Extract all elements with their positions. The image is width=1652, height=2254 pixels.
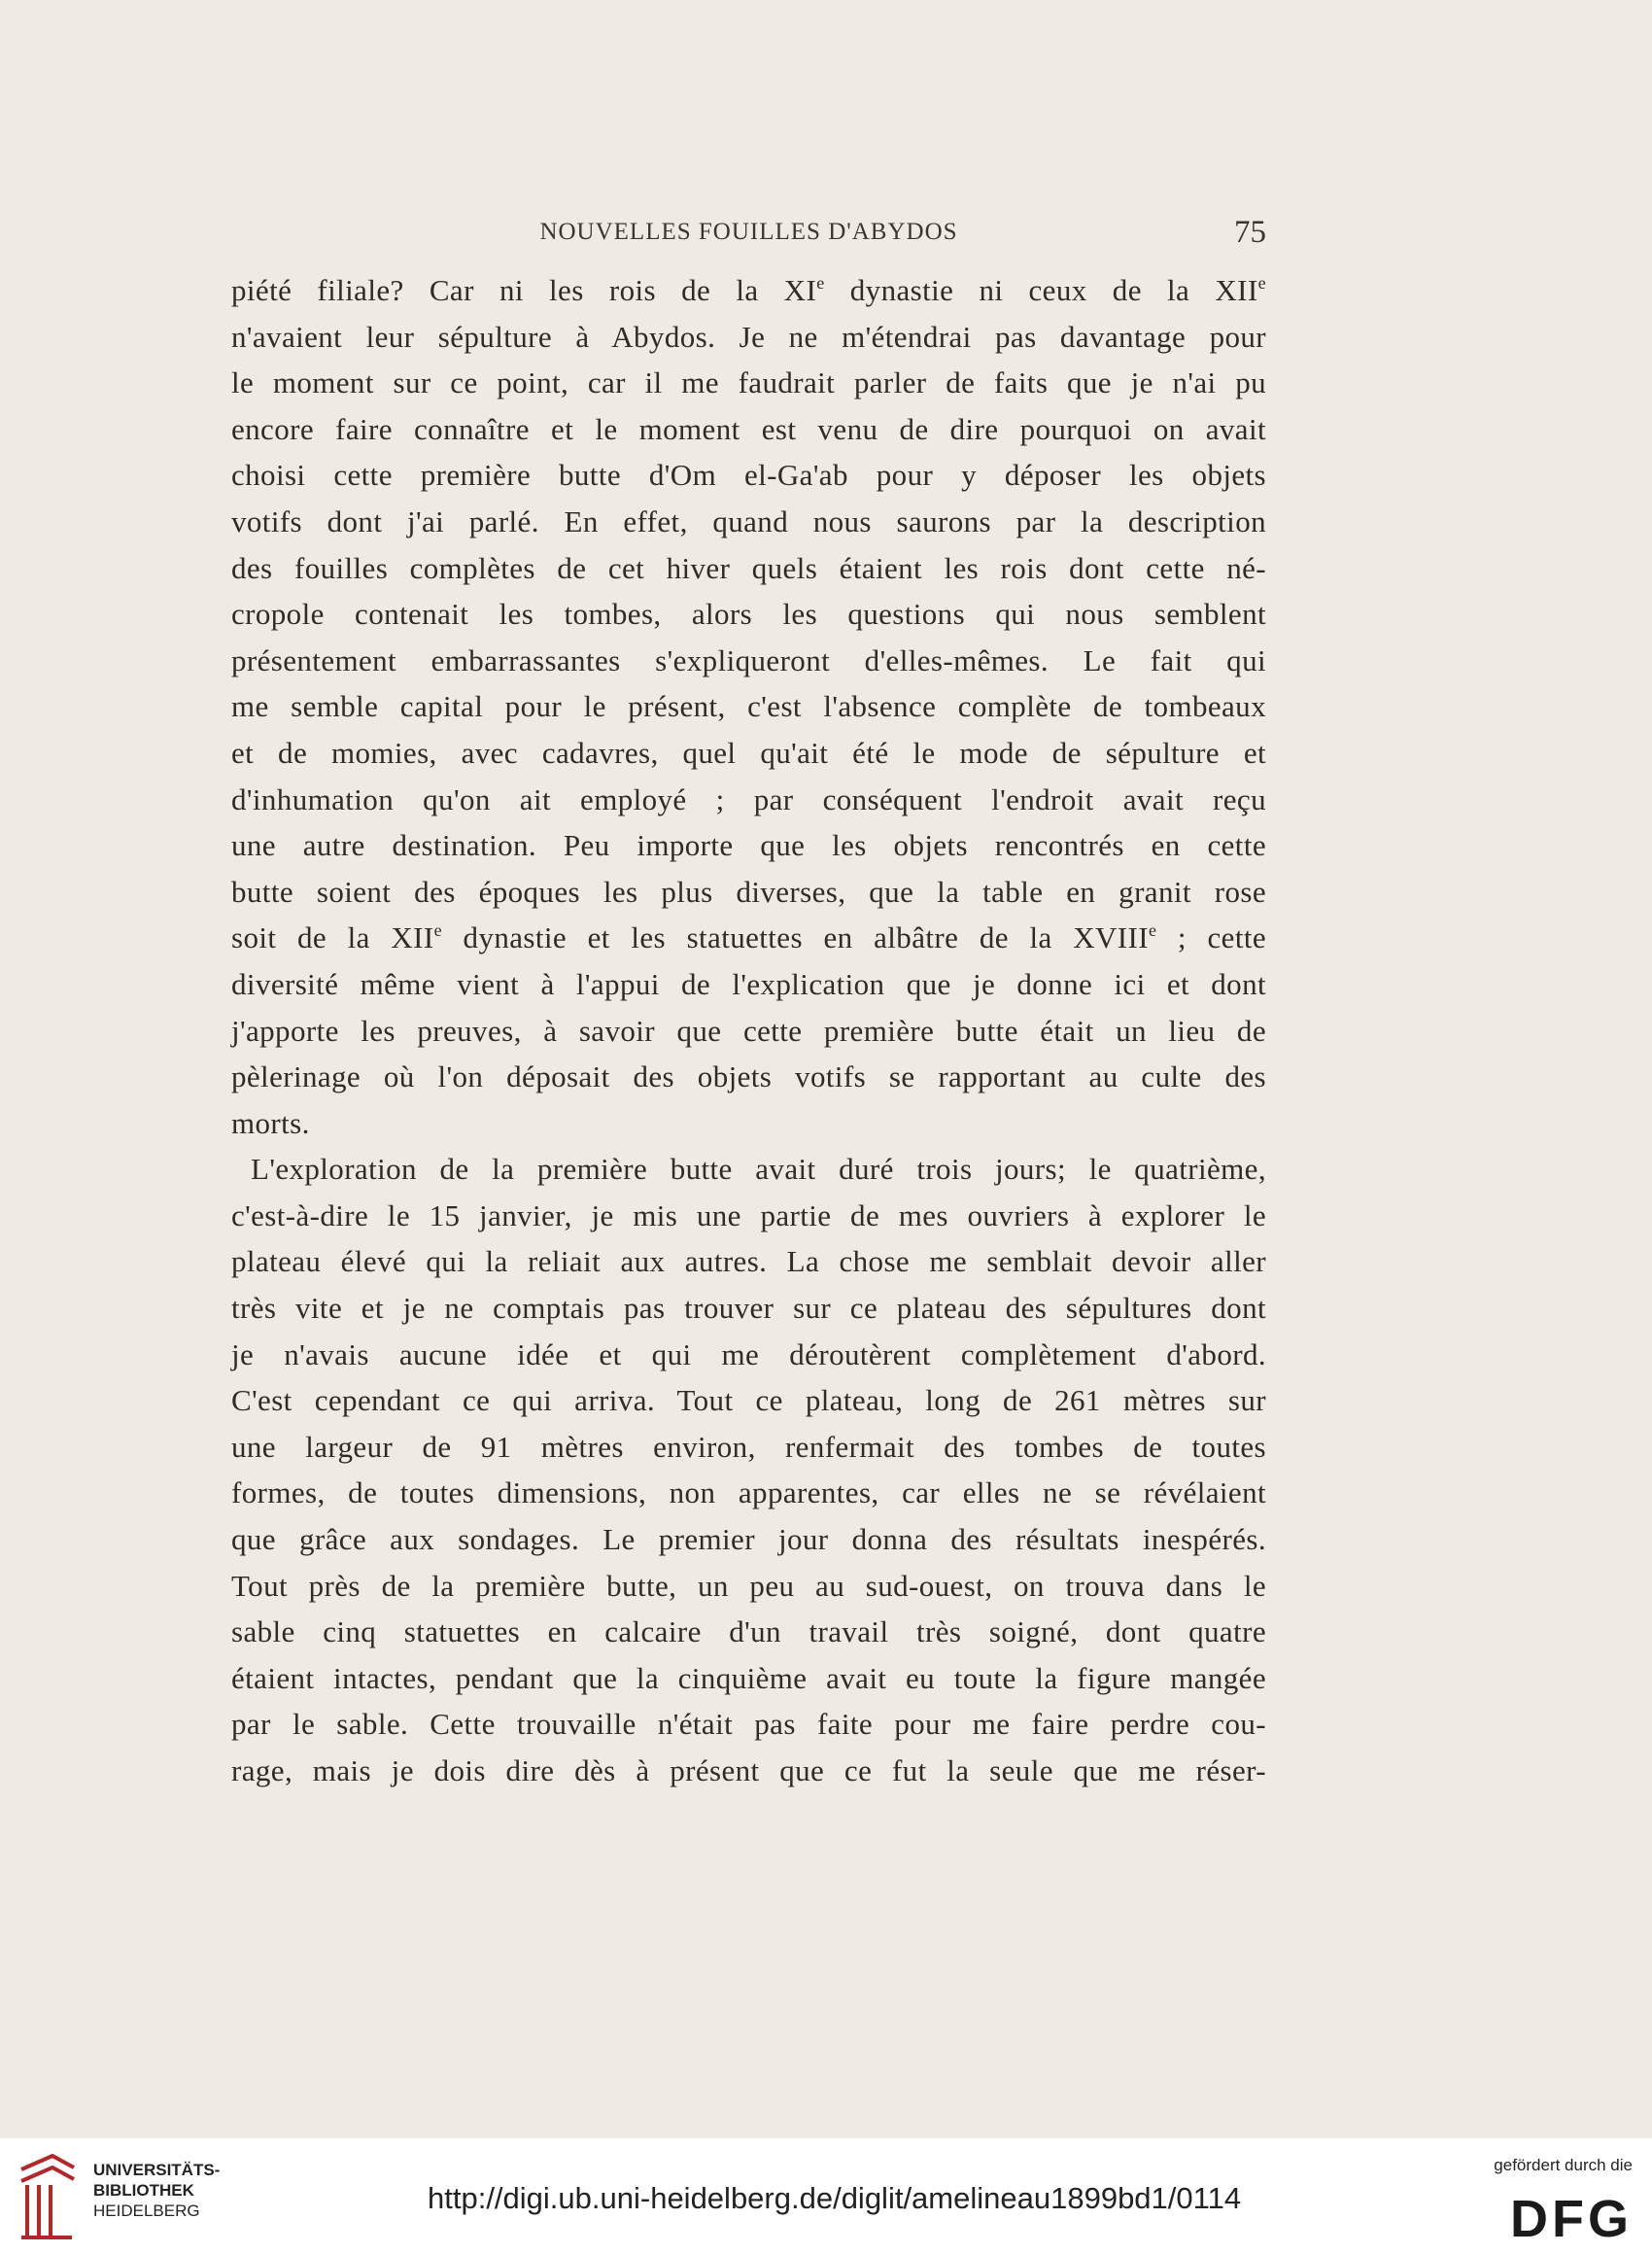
text-line: diversité même vient à l'appui de l'explication que je donne ici et dont xyxy=(231,966,1266,1001)
text-line: butte soient des époques les plus diverses, que la table en granit rose xyxy=(231,874,1266,909)
text-line: rage, mais je dois dire dès à présent que ce fut la seule que me réser- xyxy=(231,1753,1266,1787)
text-line: une largeur de 91 mètres environ, renfermait des tombes de toutes xyxy=(231,1429,1266,1464)
running-head xyxy=(231,215,1266,258)
text-line: n'avaient leur sépulture à Abydos. Je ne m'étendrai pas davantage pour xyxy=(231,319,1266,354)
funding-caption: gefördert durch die xyxy=(1494,2156,1633,2174)
text-line: que grâce aux sondages. Le premier jour donna des résultats inespérés. xyxy=(231,1522,1266,1557)
text-line: morts. xyxy=(231,1105,310,1140)
library-name: UNIVERSITÄTS- BIBLIOTHEK HEIDELBERG xyxy=(93,2161,221,2220)
text-line: j'apporte les preuves, à savoir que cette première butte était un lieu de xyxy=(231,1013,1266,1048)
text-line: L'exploration de la première butte avait duré trois jours; le quatrième, xyxy=(251,1152,1266,1187)
text-line: me semble capital pour le présent, c'est l'absence complète de tombeaux xyxy=(231,689,1266,724)
text-line: des fouilles complètes de cet hiver quels étaient les rois dont cette né- xyxy=(231,550,1266,585)
text-line: étaient intactes, pendant que la cinquième avait eu toute la figure mangée xyxy=(231,1660,1266,1695)
text-line: d'inhumation qu'on ait employé ; par conséquent l'endroit avait reçu xyxy=(231,781,1266,816)
text-line: très vite et je ne comptais pas trouver sur ce plateau des sépultures dont xyxy=(231,1291,1266,1326)
text-line: par le sable. Cette trouvaille n'était pas faite pour me faire perdre cou- xyxy=(231,1707,1266,1742)
text-line: cropole contenait les tombes, alors les questions qui nous semblent xyxy=(231,597,1266,632)
text-line: présentement embarrassantes s'expliqueront d'elles-mêmes. Le fait qui xyxy=(231,642,1266,677)
dfg-logo: DFG xyxy=(1510,2190,1633,2248)
text-line: piété filiale? Car ni les rois de la XIe dynastie ni ceux de la XIIe xyxy=(231,273,1267,307)
text-line: je n'avais aucune idée et qui me déroutèrent complètement d'abord. xyxy=(231,1336,1266,1371)
text-line: sable cinq statuettes en calcaire d'un travail très soigné, dont quatre xyxy=(231,1614,1266,1649)
running-title: NOUVELLES FOUILLES D'ABYDOS xyxy=(539,219,958,245)
text-line: une autre destination. Peu importe que les objets rencontrés en cette xyxy=(231,828,1266,863)
page-number: 75 xyxy=(1234,215,1266,250)
text-line: plateau élevé qui la reliait aux autres. La chose me semblait devoir aller xyxy=(231,1244,1266,1279)
text-line: formes, de toutes dimensions, non apparentes, car elles ne se révélaient xyxy=(231,1475,1266,1510)
digitization-footer xyxy=(0,2138,1652,2254)
text-line: Tout près de la première butte, un peu au sud-ouest, on trouva dans le xyxy=(231,1568,1266,1603)
permalink-url[interactable]: http://digi.ub.uni-heidelberg.de/diglit/amelineau1899bd1/0114 xyxy=(428,2181,1242,2215)
library-logo-icon xyxy=(14,2150,82,2242)
text-line: le moment sur ce point, car il me faudrait parler de faits que je n'ai pu xyxy=(231,365,1266,400)
text-line: soit de la XIIe dynastie et les statuettes en albâtre de la XVIIIe ; cette xyxy=(231,920,1267,955)
text-line: et de momies, avec cadavres, quel qu'ait été le mode de sépulture et xyxy=(231,735,1266,770)
body-text xyxy=(231,267,1266,1794)
text-line: votifs dont j'ai parlé. En effet, quand nous saurons par la description xyxy=(231,503,1266,538)
text-line: c'est-à-dire le 15 janvier, je mis une partie de mes ouvriers à explorer le xyxy=(231,1197,1266,1232)
text-line: choisi cette première butte d'Om el-Ga'ab pour y déposer les objets xyxy=(231,458,1266,493)
text-line: encore faire connaître et le moment est venu de dire pourquoi on avait xyxy=(231,411,1266,446)
text-line: pèlerinage où l'on déposait des objets votifs se rapportant au culte des xyxy=(231,1059,1266,1094)
text-line: C'est cependant ce qui arriva. Tout ce plateau, long de 261 mètres sur xyxy=(231,1383,1266,1418)
